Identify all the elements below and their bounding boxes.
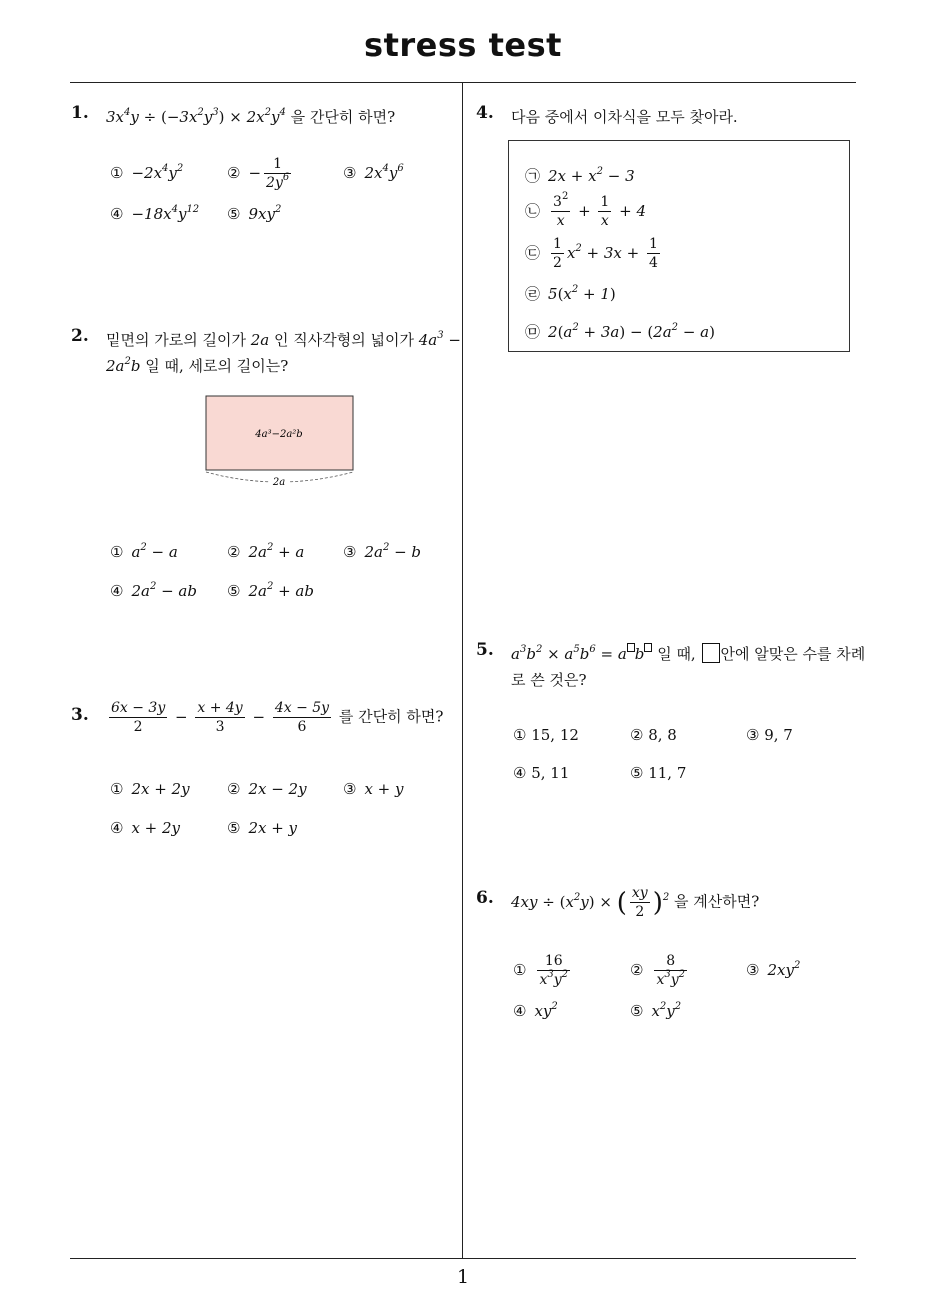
choice-3[interactable]: ③ $2xy^2$ <box>746 960 801 979</box>
choice-4[interactable]: ④ $2a^2$ − ab <box>110 581 197 600</box>
choice-2[interactable]: ② 8, 8 <box>630 726 677 744</box>
expression-item-1: ㉠ $2x + x^2 - 3$ <box>525 166 635 185</box>
choice-5[interactable]: ⑤ $x^2y^2$ <box>630 1001 682 1020</box>
expression-item-2: ㉡ $\frac{3^2}{x}$ + $\frac{1}{x}$ + 4 <box>525 191 646 229</box>
choice-2[interactable]: ② − $\frac{1}{2y^6}$ <box>227 156 290 191</box>
rectangle-figure <box>195 392 365 492</box>
top-rule <box>70 82 856 83</box>
choice-3[interactable]: ③ 9, 7 <box>746 726 793 744</box>
choice-4[interactable]: ④ x + 2y <box>110 819 181 837</box>
choice-1[interactable]: ① $a^2 - a$ <box>110 542 178 561</box>
choice-2[interactable]: ② $2a^2 + a$ <box>227 542 305 561</box>
question-number: 6. <box>476 888 494 908</box>
figure-area-label: 4a³−2a²b <box>255 429 303 440</box>
choice-4[interactable]: ④ $xy^2$ <box>513 1001 558 1020</box>
choice-4[interactable]: ④ 5, 11 <box>513 764 570 782</box>
column-divider <box>462 83 463 1258</box>
expression-item-4: ㉣ $5(x^2 + 1)$ <box>525 284 616 303</box>
figure-width-label: 2a <box>272 477 286 488</box>
page-title: stress test <box>364 26 562 64</box>
question-text: $3x^4y \div (-3x^2y^3) \times 2x^2y^4$ 을 간단히 하면? <box>106 107 396 126</box>
question-text: 밑면의 가로의 길이가 2a 인 직사각형의 넓이가 $4a^3$ − $2a^2b$ 일 때, 세로의 길이는? <box>106 330 461 375</box>
choice-1[interactable]: ① $\frac{16}{x^3y^2}$ <box>513 953 569 988</box>
choice-3[interactable]: ③ $2x^4y^6$ <box>343 163 404 182</box>
bottom-rule <box>70 1258 856 1259</box>
page-number: 1 <box>456 1266 470 1288</box>
choice-5[interactable]: ⑤ $9xy^2$ <box>227 204 282 223</box>
choice-5[interactable]: ⑤ 2x + y <box>227 819 298 837</box>
choice-1[interactable]: ① 15, 12 <box>513 726 579 744</box>
question-text: $a^3b^2 \times a^5b^6 = a$ b 일 때, 안에 알맞은 수를 차례 로 쓴 것은? <box>511 644 866 689</box>
question-text: 다음 중에서 이차식을 모두 찾아라. <box>511 108 738 126</box>
choice-2[interactable]: ② $\frac{8}{x^3y^2}$ <box>630 953 686 988</box>
blank-box <box>702 643 720 663</box>
expression-box <box>508 140 850 352</box>
choice-3[interactable]: ③ $2a^2 - b$ <box>343 542 422 561</box>
question-number: 4. <box>476 103 494 123</box>
choice-2[interactable]: ② 2x − 2y <box>227 780 307 798</box>
expression-item-3: ㉢ $\frac{1}{2}$ $x^2 + 3x$ + $\frac{1}{4}$ <box>525 236 658 271</box>
question-number: 5. <box>476 640 494 660</box>
question-text: $4xy \div (x^2y)$ × ( $\frac{xy}{2}$ )$^2$ 을 계산하면? <box>511 885 760 920</box>
question-text: $\frac{6x - 3y}{2}$ − $\frac{x + 4y}{3}$ − $\frac{4x - 5y}{6}$ 를 간단히 하면? <box>111 700 444 735</box>
choice-1[interactable]: ① 2x + 2y <box>110 780 190 798</box>
question-number: 3. <box>71 705 89 725</box>
expression-item-5: ㉤ $2(a^2 + 3a) - (2a^2 - a)$ <box>525 322 715 341</box>
choice-3[interactable]: ③ x + y <box>343 780 404 798</box>
choice-5[interactable]: ⑤ 11, 7 <box>630 764 687 782</box>
question-number: 2. <box>71 326 89 346</box>
question-number: 1. <box>71 103 89 123</box>
choice-1[interactable]: ① $-2x^4y^2$ <box>110 163 184 182</box>
choice-4[interactable]: ④ $-18x^4y^{12}$ <box>110 204 200 223</box>
choice-5[interactable]: ⑤ $2a^2$ + ab <box>227 581 314 600</box>
